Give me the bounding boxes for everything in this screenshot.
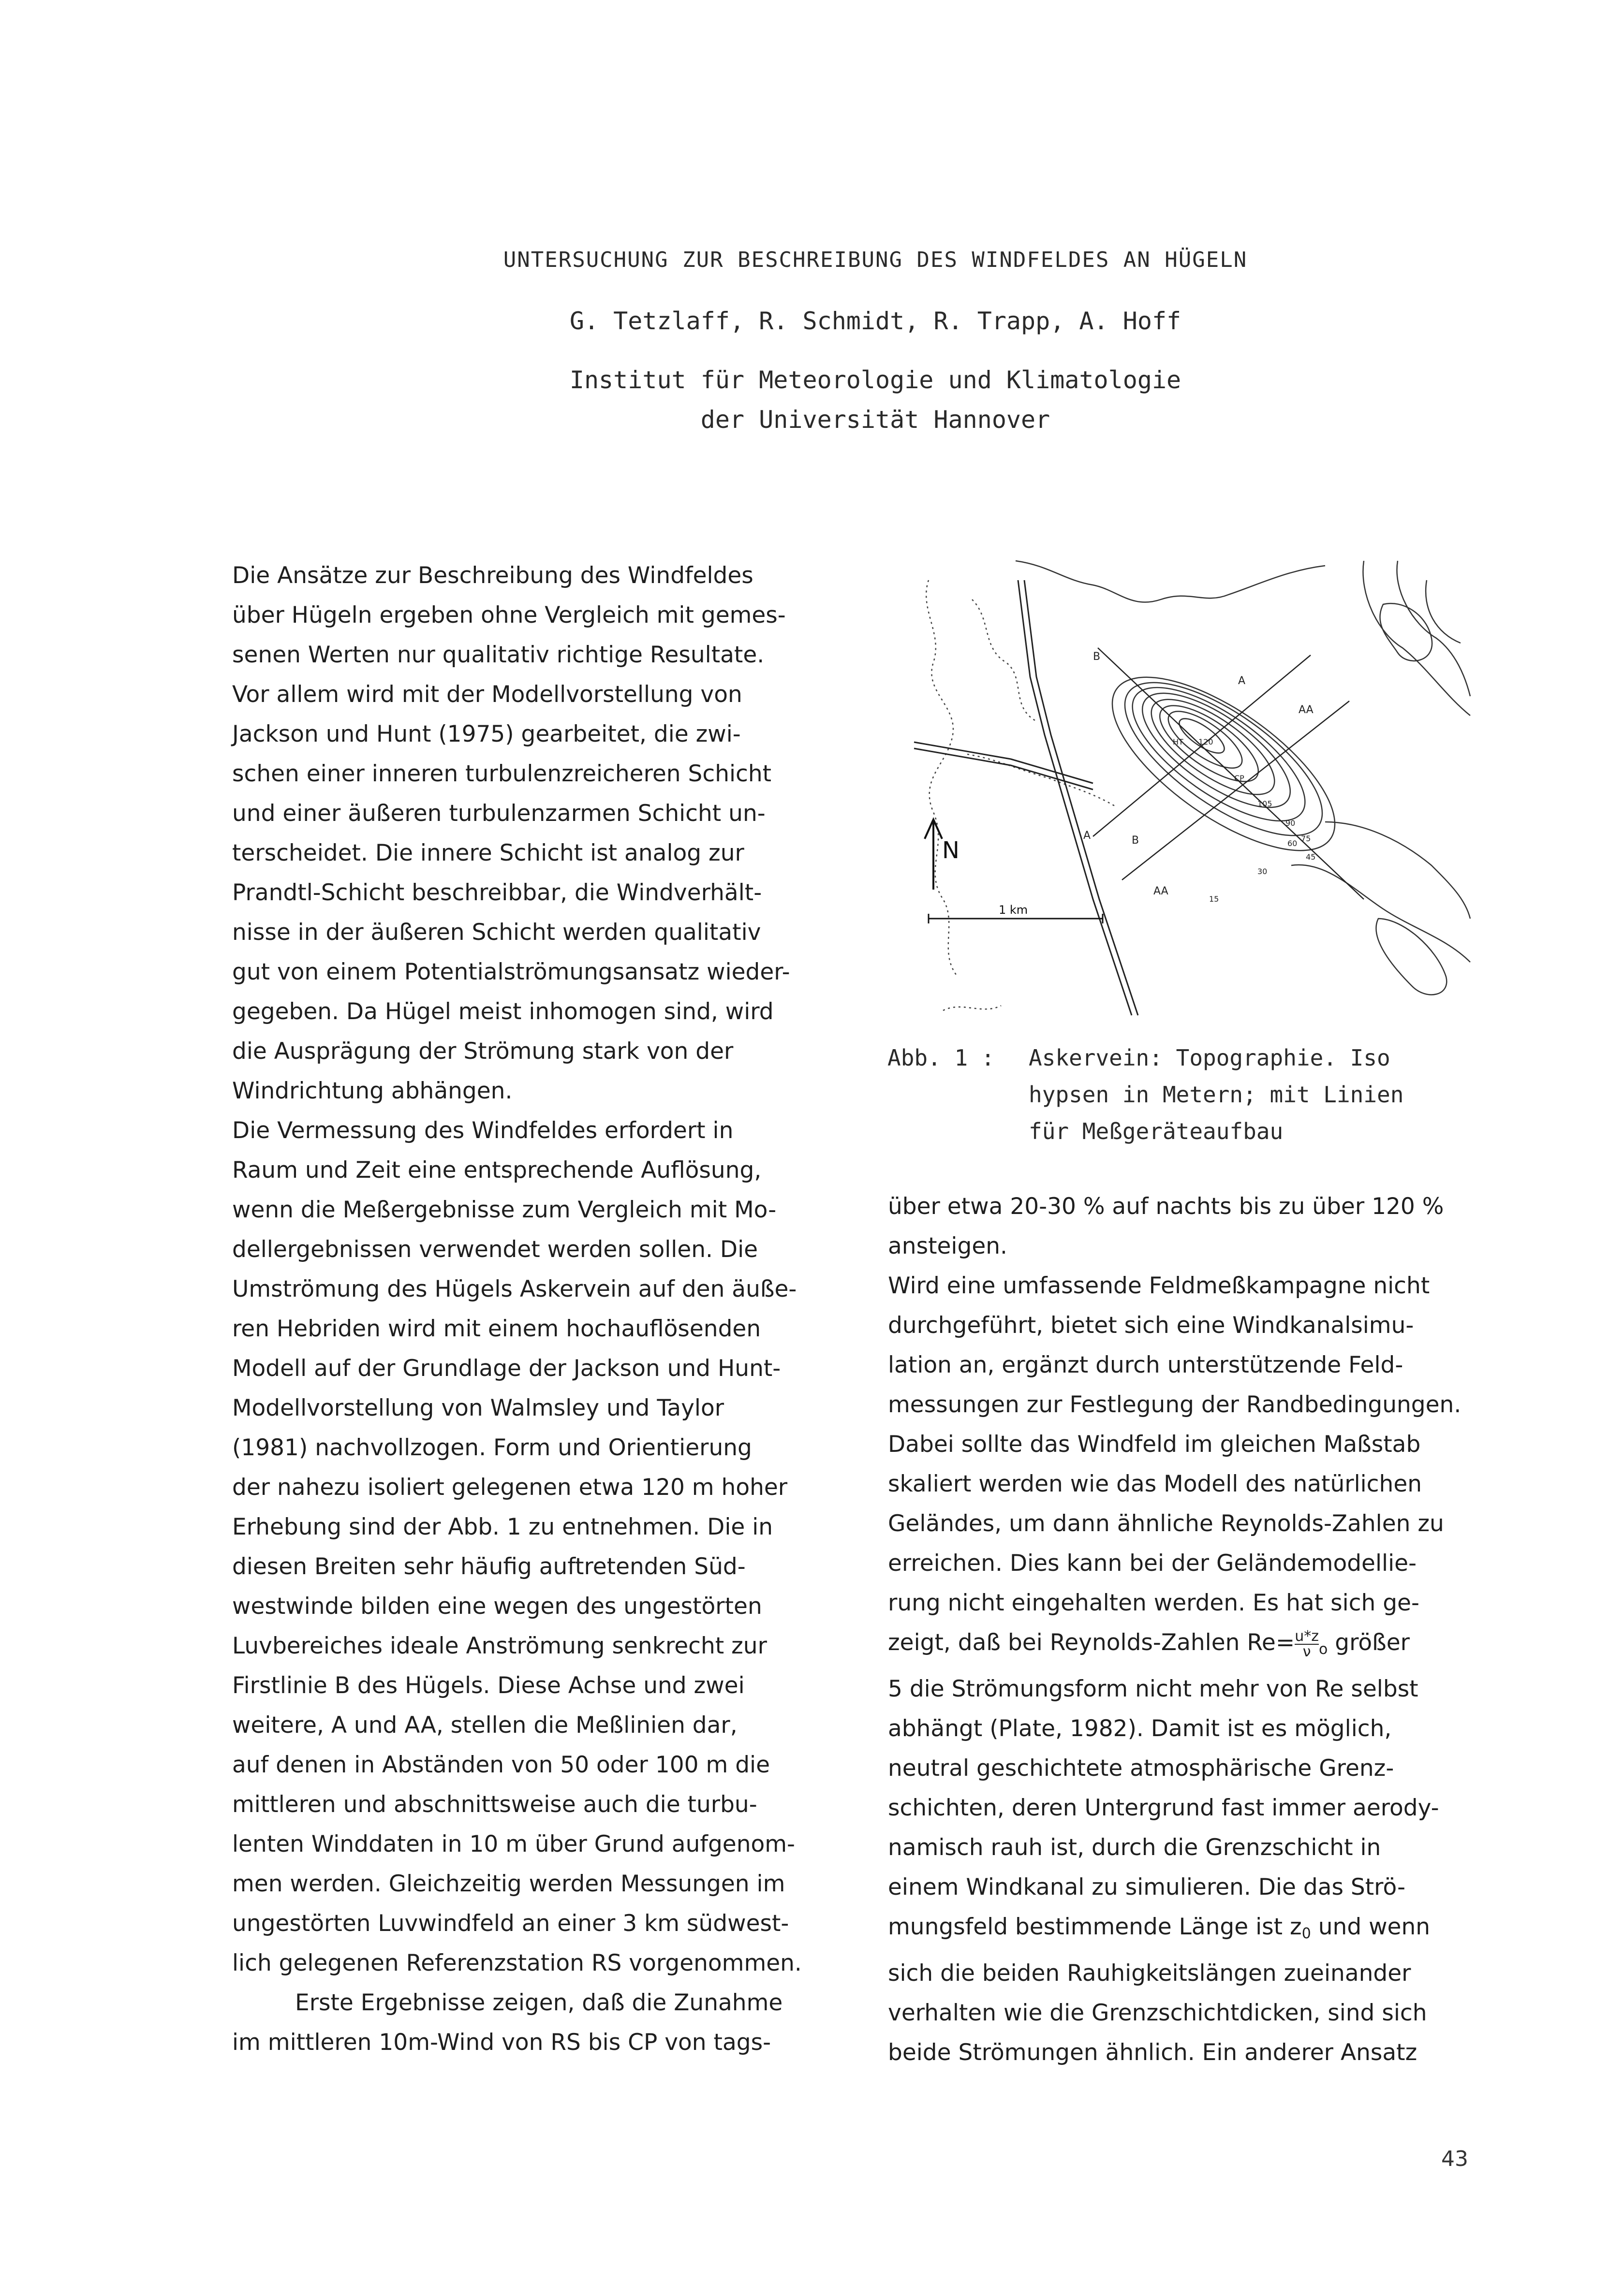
body-line: neutral geschichtete atmosphärische Grenz- [888, 1755, 1394, 1782]
body-line: westwinde bilden eine wegen des ungestörten [232, 1593, 762, 1620]
body-line: lation an, ergänzt durch unterstützende Feld- [888, 1352, 1403, 1378]
subscript: 0 [1301, 1925, 1311, 1942]
authors: G. Tetzlaff, R. Schmidt, R. Trapp, A. Hoff [569, 307, 1181, 335]
caption-label: Abb. 1 : [887, 1045, 995, 1071]
road [914, 748, 1093, 790]
contour-label: CP [1234, 774, 1244, 783]
body-line: terscheidet. Die innere Schicht ist analog zur [232, 840, 744, 866]
body-line: über Hügeln ergeben ohne Vergleich mit gemes- [232, 602, 786, 629]
body-line [888, 1907, 1488, 1954]
reynolds-fraction [1295, 1629, 1319, 1659]
body-line: beide Strömungen ähnlich. Ein anderer Ansatz [888, 2039, 1417, 2066]
fraction-denominator: ν [1302, 1643, 1311, 1660]
body-line: men werden. Gleichzeitig werden Messungen im [232, 1871, 785, 1897]
contour-line [1125, 673, 1307, 828]
z0-line-end: und wenn [1311, 1914, 1431, 1940]
fraction-numerator: u*z [1295, 1627, 1319, 1645]
subscript: o [1318, 1641, 1328, 1658]
line-label: A [1238, 675, 1246, 687]
body-line: sich die beiden Rauhigkeitslängen zueinander [888, 1960, 1411, 1987]
askervein-map-figure [890, 551, 1475, 1030]
body-line: messungen zur Festlegung der Randbedingungen. [888, 1391, 1461, 1418]
shoreline [972, 600, 1035, 720]
body-line: Die Ansätze zur Beschreibung des Windfeldes [232, 562, 753, 589]
body-line: schen einer inneren turbulenzreicheren Schicht [232, 760, 772, 787]
body-line: Modell auf der Grundlage der Jackson und Hunt- [232, 1355, 781, 1382]
body-line: wenn die Meßergebnisse zum Vergleich mit Mo- [232, 1197, 777, 1223]
body-line: der nahezu isoliert gelegenen etwa 120 m hoher [232, 1474, 788, 1501]
body-line: einem Windkanal zu simulieren. Die das Strö- [888, 1874, 1406, 1901]
institute [319, 360, 1432, 439]
body-line: im mittleren 10m-Wind von RS bis CP von tags- [232, 2029, 771, 2056]
body-line: abhängt (Plate, 1982). Damit ist es möglich, [888, 1715, 1392, 1742]
contour-line [1137, 682, 1288, 811]
body-line: rung nicht eingehalten werden. Es hat sich ge- [888, 1590, 1419, 1616]
body-line: gut von einem Potentialströmungsansatz wieder- [232, 959, 790, 985]
caption-line: hypsen in Metern; mit Linien [1029, 1082, 1404, 1108]
body-line: ungestörten Luvwindfeld an einer 3 km südwest- [232, 1910, 789, 1937]
line-label: B [1132, 834, 1139, 847]
body-line: weitere, A und AA, stellen die Meßlinien dar, [232, 1712, 738, 1739]
contour-line [1291, 865, 1470, 962]
body-line: Jackson und Hunt (1975) gearbeitet, die zwi- [232, 721, 741, 747]
body-line: Geländes, um dann ähnliche Reynolds-Zahlen zu [888, 1510, 1444, 1537]
body-line: Vor allem wird mit der Modellvorstellung von [232, 681, 742, 708]
body-line: 5 die Strömungsform nicht mehr von Re selbst [888, 1676, 1418, 1702]
body-line: über etwa 20-30 % auf nachts bis zu über 120 % [888, 1193, 1444, 1220]
body-line: Raum und Zeit eine entsprechende Auflösung, [232, 1157, 762, 1184]
body-line: schichten, deren Untergrund fast immer aerody- [888, 1795, 1439, 1821]
line-label: AA [1153, 885, 1168, 897]
page-number: 43 [1441, 2147, 1468, 2171]
contour-line [1174, 713, 1229, 759]
contour-line [1363, 561, 1470, 716]
body-line: Umströmung des Hügels Askervein auf den äuße- [232, 1276, 797, 1302]
right-column-block [888, 1954, 1488, 2073]
right-column-block [888, 1669, 1488, 1907]
body-line: und einer äußeren turbulenzarmen Schicht un- [232, 800, 766, 827]
contour-label: 45 [1306, 852, 1316, 862]
right-column-block [888, 1187, 1488, 1623]
shoreline [943, 1006, 1001, 1010]
institute-line-1: Institut für Meteorologie und Klimatologie [569, 366, 1181, 394]
contour-label: 15 [1209, 894, 1219, 904]
line-label: AA [1299, 704, 1314, 716]
shoreline [926, 580, 958, 977]
left-column [232, 556, 846, 2062]
body-line: Prandtl-Schicht beschreibbar, die Windverhält- [232, 879, 762, 906]
caption-line: Askervein: Topographie. Iso [1029, 1045, 1390, 1071]
body-line [888, 1623, 1488, 1669]
contour-line [1016, 561, 1325, 602]
road [1024, 580, 1138, 1015]
contour-label: 75 [1301, 834, 1311, 843]
article-title: UNTERSUCHUNG ZUR BESCHREIBUNG DES WINDFELDES AN HÜGELN [503, 248, 1248, 272]
north-label: N [942, 837, 959, 864]
body-line: ren Hebriden wird mit einem hochauflösenden [232, 1316, 761, 1342]
caption-line: für Meßgeräteaufbau [1029, 1118, 1284, 1144]
right-column [888, 1187, 1488, 2073]
body-line: namisch rauh ist, durch die Grenzschicht in [888, 1834, 1381, 1861]
body-line: lenten Winddaten in 10 m über Grund aufgenom- [232, 1831, 795, 1857]
body-line: durchgeführt, bietet sich eine Windkanalsimu- [888, 1312, 1414, 1339]
body-line: skaliert werden wie das Modell des natürlichen [888, 1471, 1422, 1497]
contour-label: 90 [1285, 819, 1296, 828]
contour-line [1397, 561, 1470, 696]
body-line: gegeben. Da Hügel meist inhomogen sind, wird [232, 998, 774, 1025]
contour-line [1113, 663, 1325, 845]
body-line: dellergebnissen verwendet werden sollen. Die [232, 1236, 758, 1263]
contour-label: 105 [1257, 799, 1272, 808]
contour-line [1380, 603, 1432, 661]
body-line: Erste Ergebnisse zeigen, daß die Zunahme [295, 1989, 783, 2016]
body-line: verhalten wie die Grenzschichtdicken, sind sich [888, 2000, 1427, 2026]
body-line: Die Vermessung des Windfeldes erfordert in [232, 1117, 734, 1144]
body-line: Dabei sollte das Windfeld im gleichen Maßstab [888, 1431, 1421, 1458]
road [1018, 580, 1132, 1015]
line-label: A [1083, 830, 1091, 842]
article-header [319, 222, 1432, 439]
body-line: Erhebung sind der Abb. 1 zu entnehmen. Die in [232, 1514, 773, 1540]
body-line: (1981) nachvollzogen. Form und Orientierung [232, 1434, 752, 1461]
contour-line [1325, 822, 1470, 919]
contour-label: HT [1173, 737, 1183, 746]
body-line: mittleren und abschnittsweise auch die turbu- [232, 1791, 757, 1818]
contour-line [1376, 919, 1447, 994]
contour-line [1086, 645, 1361, 882]
body-line: nisse in der äußeren Schicht werden qualitativ [232, 919, 761, 946]
body-line: Luvbereiches ideale Anströmung senkrecht zur [232, 1633, 767, 1659]
body-line: auf denen in Abständen von 50 oder 100 m die [232, 1752, 770, 1778]
body-line: senen Werten nur qualitativ richtige Resultate. [232, 642, 765, 668]
line-label: B [1093, 651, 1101, 663]
body-line: Windrichtung abhängen. [232, 1078, 513, 1104]
scale-label: 1 km [999, 903, 1028, 917]
reynolds-line-end: größer [1328, 1629, 1410, 1656]
caption-text [1029, 1039, 1488, 1150]
body-line: Firstlinie B des Hügels. Diese Achse und zwei [232, 1672, 745, 1699]
contour-label: 30 [1257, 867, 1268, 876]
reynolds-line-start: zeigt, daß bei Reynolds-Zahlen Re= [888, 1629, 1295, 1656]
contour-label: 60 [1287, 839, 1298, 848]
body-line: diesen Breiten sehr häufig auftretenden Süd- [232, 1553, 746, 1580]
institute-line-2: der Universität Hannover [700, 406, 1050, 434]
z0-line-start: mungsfeld bestimmende Länge ist z [888, 1914, 1302, 1940]
body-line: Wird eine umfassende Feldmeßkampagne nicht [888, 1272, 1430, 1299]
body-line: ansteigen. [888, 1233, 1007, 1259]
topographic-map [890, 551, 1475, 1030]
contour-label: 120 [1198, 737, 1213, 746]
body-line: die Ausprägung der Strömung stark von der [232, 1038, 734, 1065]
body-line: erreichen. Dies kann bei der Geländemodellie- [888, 1550, 1417, 1577]
body-line: lich gelegenen Referenzstation RS vorgenommen. [232, 1950, 802, 1976]
body-line: Modellvorstellung von Walmsley und Taylor [232, 1395, 724, 1421]
measurement-line-b [1098, 648, 1364, 899]
